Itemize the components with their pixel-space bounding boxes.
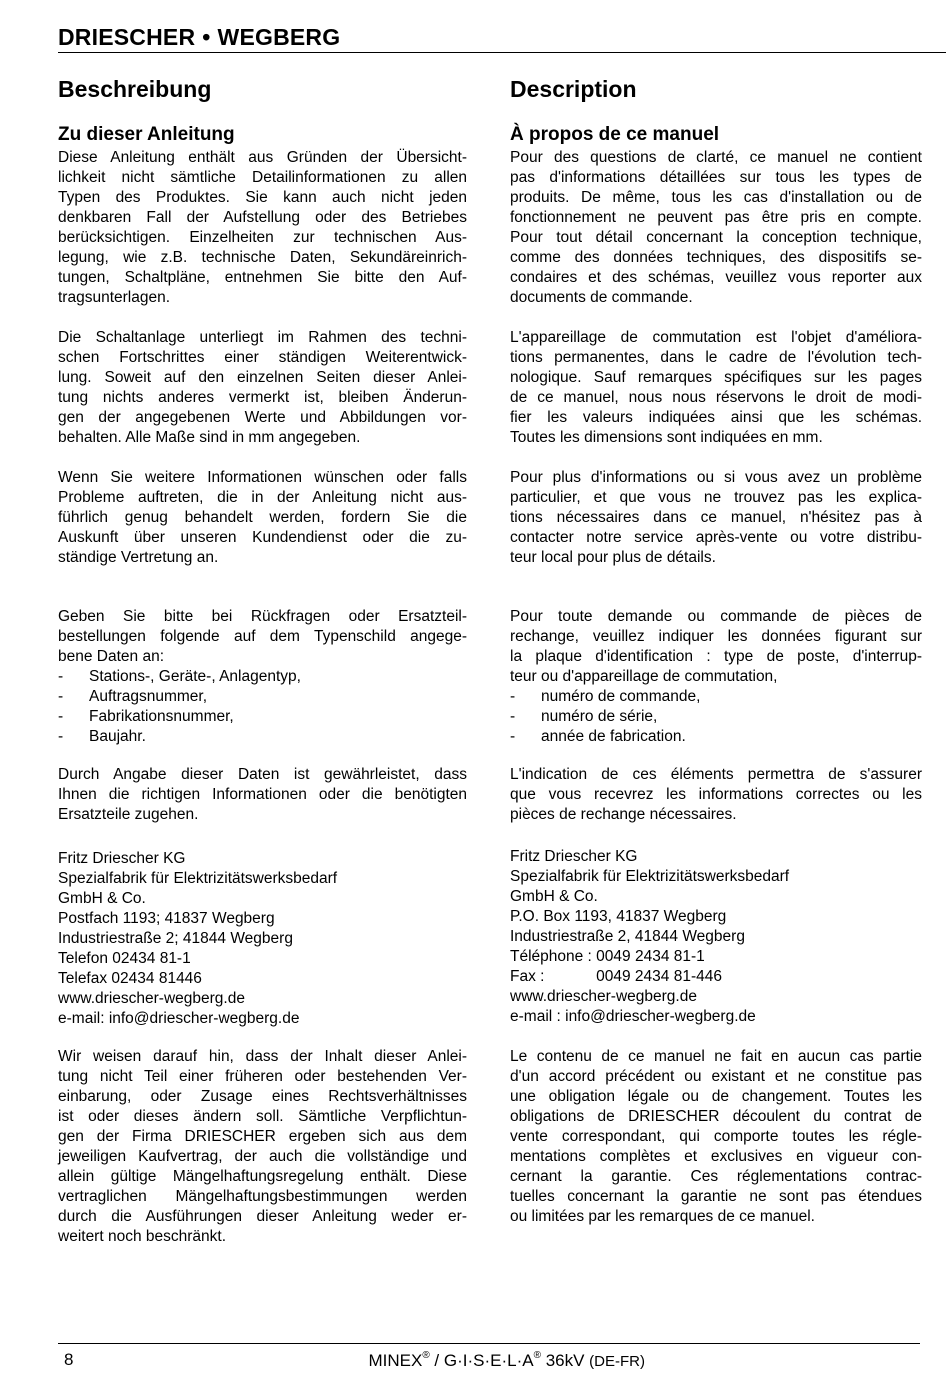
paragraph-de-development xyxy=(58,328,467,448)
paragraph-de-intro xyxy=(58,148,467,308)
address-line: www.driescher-wegberg.de xyxy=(510,988,697,1005)
paragraph-fr-legal xyxy=(510,1047,922,1227)
address-line: Fax : 0049 2434 81-446 xyxy=(510,968,722,985)
text-line: rechange, veuillez indiquer les données figurant sur xyxy=(510,628,922,645)
text-line: tung nichts anderes vermerkt ist, bleiben Änderun- xyxy=(58,389,467,406)
text-line: que vous recevrez les informations correctes ou les xyxy=(510,786,922,803)
company-address-de xyxy=(58,849,467,1029)
text-line: Pour plus d'informations ou si vous avez un problème xyxy=(510,469,922,486)
paragraph-fr-spareparts xyxy=(510,607,922,687)
text-line: behalten. Alle Maße sind in mm angegeben. xyxy=(58,429,361,446)
text-line: produits. De même, tous les cas d'installation ou de xyxy=(510,189,922,206)
paragraph-de-legal xyxy=(58,1047,467,1247)
text-line: une obligation légale ou de changement. Toutes les xyxy=(510,1088,922,1105)
product-name xyxy=(368,1350,645,1371)
header-rule xyxy=(58,52,946,53)
text-line: L'appareillage de commutation est l'objet d'améliora- xyxy=(510,329,922,346)
list-item-text: Baujahr. xyxy=(89,728,146,745)
product-voltage: 36kV xyxy=(540,1351,590,1370)
list-item-text: numéro de commande, xyxy=(541,688,701,705)
text-line: gen der angegebenen Werte und Abbildungen vor- xyxy=(58,409,467,426)
german-column xyxy=(58,74,467,1245)
brand-name: DRIESCHER xyxy=(58,24,196,50)
text-line: lichkeit nicht sämtliche Detailinformationen zu allen xyxy=(58,169,467,186)
text-line: Probleme auftreten, die in der Anleitung nicht aus- xyxy=(58,489,467,506)
text-line: durch die Ausführungen dieser Anleitung weder er- xyxy=(58,1208,467,1225)
document-header xyxy=(58,24,340,51)
text-line: d'un accord précédent ou existant et ne constitue pas xyxy=(510,1068,922,1085)
text-line: berücksichtigen. Einzelheiten zur technischen Aus- xyxy=(58,229,467,246)
list-item xyxy=(510,687,922,707)
text-line: einbarung, oder Zusage eines Rechtsverhältnisses xyxy=(58,1088,467,1105)
language-code: (DE-FR) xyxy=(589,1353,645,1370)
brand-location: WEGBERG xyxy=(217,24,341,50)
text-line: ständige Vertretung an. xyxy=(58,549,219,566)
text-line: führlich genug behandelt werden, fordern Sie die xyxy=(58,509,467,526)
text-line: bene Daten an: xyxy=(58,648,165,665)
address-line: Industriestraße 2, 41844 Wegberg xyxy=(510,928,745,945)
text-line: Pour des questions de clarté, ce manuel ne contient xyxy=(510,149,922,166)
paragraph-fr-intro xyxy=(510,148,922,308)
text-line: teur local pour plus de détails. xyxy=(510,549,716,566)
text-line: teur ou d'appareillage de commutation, xyxy=(510,668,778,685)
text-line: Wenn Sie weitere Informationen wünschen oder falls xyxy=(58,469,467,486)
text-line: condaires et des schémas, veuillez vous reporter aux xyxy=(510,269,922,286)
address-line: GmbH & Co. xyxy=(510,888,598,905)
text-line: denkbaren Fall der Aufstellung oder des Betriebes xyxy=(58,209,467,226)
paragraph-de-guarantee xyxy=(58,765,467,825)
text-line: ist oder dieses ändern soll. Sämtliche Verpflichtun- xyxy=(58,1108,467,1125)
list-item xyxy=(58,707,467,727)
address-line: GmbH & Co. xyxy=(58,890,146,907)
text-line: cernant la garantie. Ces réglementations contrac- xyxy=(510,1168,922,1185)
text-line: schen Fortschrittes einer ständigen Weiterentwick- xyxy=(58,349,467,366)
list-marker: - xyxy=(510,688,516,705)
text-line: Die Schaltanlage unterliegt im Rahmen des techni- xyxy=(58,329,467,346)
nameplate-list-fr xyxy=(510,687,922,747)
text-line: Toutes les dimensions sont indiquées en mm. xyxy=(510,429,823,446)
address-line: Telefon 02434 81-1 xyxy=(58,950,191,967)
text-line: Pour tout détail concernant la conception technique, xyxy=(510,229,922,246)
list-marker: - xyxy=(58,708,64,725)
text-line: fier les valeurs indiquées ainsi que les schémas. xyxy=(510,409,922,426)
text-line: L'indication de ces éléments permettra de s'assurer xyxy=(510,766,922,783)
list-item-text: Stations-, Geräte-, Anlagentyp, xyxy=(89,668,301,685)
address-line: Postfach 1193; 41837 Wegberg xyxy=(58,910,275,927)
list-item xyxy=(510,727,922,747)
list-item xyxy=(58,687,467,707)
list-marker: - xyxy=(58,688,64,705)
list-marker: - xyxy=(58,668,64,685)
text-line: contacter notre service après-vente ou votre distribu- xyxy=(510,529,922,546)
text-line: Pour toute demande ou commande de pièces de xyxy=(510,608,922,625)
text-line: pièces de rechange nécessaires. xyxy=(510,806,737,823)
subsection-title-fr: À propos de ce manuel xyxy=(510,124,720,145)
text-line: tung nicht Teil einer früheren oder bestehenden Ver- xyxy=(58,1068,467,1085)
list-item xyxy=(58,667,467,687)
company-address-fr xyxy=(510,847,922,1027)
list-item-text: année de fabrication. xyxy=(541,728,686,745)
address-line: Fritz Driescher KG xyxy=(510,848,638,865)
text-line: bestellungen folgende auf dem Typenschild angege- xyxy=(58,628,467,645)
text-line: tuelles concernant la garantie ne sont pas étendues xyxy=(510,1188,922,1205)
address-line: e-mail: info@driescher-wegberg.de xyxy=(58,1010,300,1027)
registered-mark-2: ® xyxy=(533,1350,541,1361)
list-marker: - xyxy=(58,728,64,745)
address-line: Telefax 02434 81446 xyxy=(58,970,202,987)
paragraph-de-contact xyxy=(58,468,467,568)
address-line: Téléphone : 0049 2434 81-1 xyxy=(510,948,705,965)
address-line: Spezialfabrik für Elektrizitätswerksbedarf xyxy=(58,870,338,887)
paragraph-fr-contact xyxy=(510,468,922,568)
product-gisela: / G·I·S·E·L·A xyxy=(429,1351,534,1370)
text-line: lung. Soweit auf den einzelnen Seiten dieser Anlei- xyxy=(58,369,467,386)
product-minex: MINEX xyxy=(368,1351,423,1370)
section-title-fr: Description xyxy=(510,76,637,102)
text-line: ou limitées par les remarques de ce manuel. xyxy=(510,1208,815,1225)
section-title-de: Beschreibung xyxy=(58,76,212,102)
text-line: particulier, et que vous ne trouvez pas les explica- xyxy=(510,489,922,506)
subsection-title-de: Zu dieser Anleitung xyxy=(58,124,235,145)
text-line: Geben Sie bitte bei Rückfragen oder Ersatzteil- xyxy=(58,608,467,625)
text-line: jeweiligen Kaufvertrag, der auch die vollständige und xyxy=(58,1148,467,1165)
text-line: documents de commande. xyxy=(510,289,693,306)
list-marker: - xyxy=(510,728,516,745)
text-line: pas d'informations détaillées sur tous les types de xyxy=(510,169,922,186)
registered-mark: ® xyxy=(422,1350,430,1361)
text-line: mentations complètes et exclusives en vigueur con- xyxy=(510,1148,922,1165)
text-line: Ihnen die richtigen Informationen oder die benötigten xyxy=(58,786,467,803)
text-line: la plaque d'identification : type de poste, d'interrup- xyxy=(510,648,922,665)
text-line: vente correspondant, qui comporte toutes les régle- xyxy=(510,1128,922,1145)
text-line: Typen des Produktes. Sie kann auch nicht jeden xyxy=(58,189,467,206)
page-number: 8 xyxy=(64,1350,74,1369)
text-line: tions nécessaires dans ce manuel, n'hésitez pas à xyxy=(510,509,922,526)
text-line: obligations de DRIESCHER découlent du contrat de xyxy=(510,1108,922,1125)
address-line: Industriestraße 2; 41844 Wegberg xyxy=(58,930,293,947)
text-line: comme des données techniques, des dispositifs se- xyxy=(510,249,922,266)
paragraph-de-spareparts xyxy=(58,607,467,667)
text-line: gen der Firma DRIESCHER ergeben sich aus dem xyxy=(58,1128,467,1145)
text-line: tungen, Schaltpläne, entnehmen Sie bitte den Auf- xyxy=(58,269,467,286)
paragraph-fr-development xyxy=(510,328,922,448)
text-line: Le contenu de ce manuel ne fait en aucun cas partie xyxy=(510,1048,922,1065)
text-line: de ce manuel, nous nous réservons le droit de modi- xyxy=(510,389,922,406)
paragraph-fr-guarantee xyxy=(510,765,922,825)
text-line: tragsunterlagen. xyxy=(58,289,171,306)
text-line: fonctionnement ne peuvent pas être pris en compte. xyxy=(510,209,922,226)
address-line: www.driescher-wegberg.de xyxy=(58,990,245,1007)
footer-rule xyxy=(58,1343,920,1344)
address-line: e-mail : info@driescher-wegberg.de xyxy=(510,1008,756,1025)
address-line: Fritz Driescher KG xyxy=(58,850,186,867)
address-line: Spezialfabrik für Elektrizitätswerksbedarf xyxy=(510,868,790,885)
address-line: P.O. Box 1193, 41837 Wegberg xyxy=(510,908,727,925)
list-item xyxy=(510,707,922,727)
list-item-text: Auftragsnummer, xyxy=(89,688,208,705)
text-line: Durch Angabe dieser Daten ist gewährleistet, dass xyxy=(58,766,467,783)
text-line: Auskunft über unseren Kundendienst oder die zu- xyxy=(58,529,467,546)
text-line: weitert noch beschränkt. xyxy=(58,1228,227,1245)
text-line: tions permanentes, dans le cadre de l'évolution tech- xyxy=(510,349,922,366)
list-marker: - xyxy=(510,708,516,725)
list-item-text: numéro de série, xyxy=(541,708,658,725)
nameplate-list-de xyxy=(58,667,467,747)
text-line: vertraglichen Mängelhaftungsbestimmungen werden xyxy=(58,1188,467,1205)
french-column xyxy=(510,74,922,1225)
list-item xyxy=(58,727,467,747)
text-line: Wir weisen darauf hin, dass der Inhalt dieser Anlei- xyxy=(58,1048,467,1065)
bullet-separator: • xyxy=(202,24,211,50)
text-line: legung, wie z.B. technische Daten, Sekundäreinrich- xyxy=(58,249,467,266)
text-line: Diese Anleitung enthält aus Gründen der Übersicht- xyxy=(58,149,467,166)
text-line: allein gültige Mängelhaftungsregelung enthält. Diese xyxy=(58,1168,467,1185)
text-line: Ersatzteile zugehen. xyxy=(58,806,199,823)
list-item-text: Fabrikationsnummer, xyxy=(89,708,234,725)
text-line: nologique. Sauf remarques spécifiques sur les pages xyxy=(510,369,922,386)
